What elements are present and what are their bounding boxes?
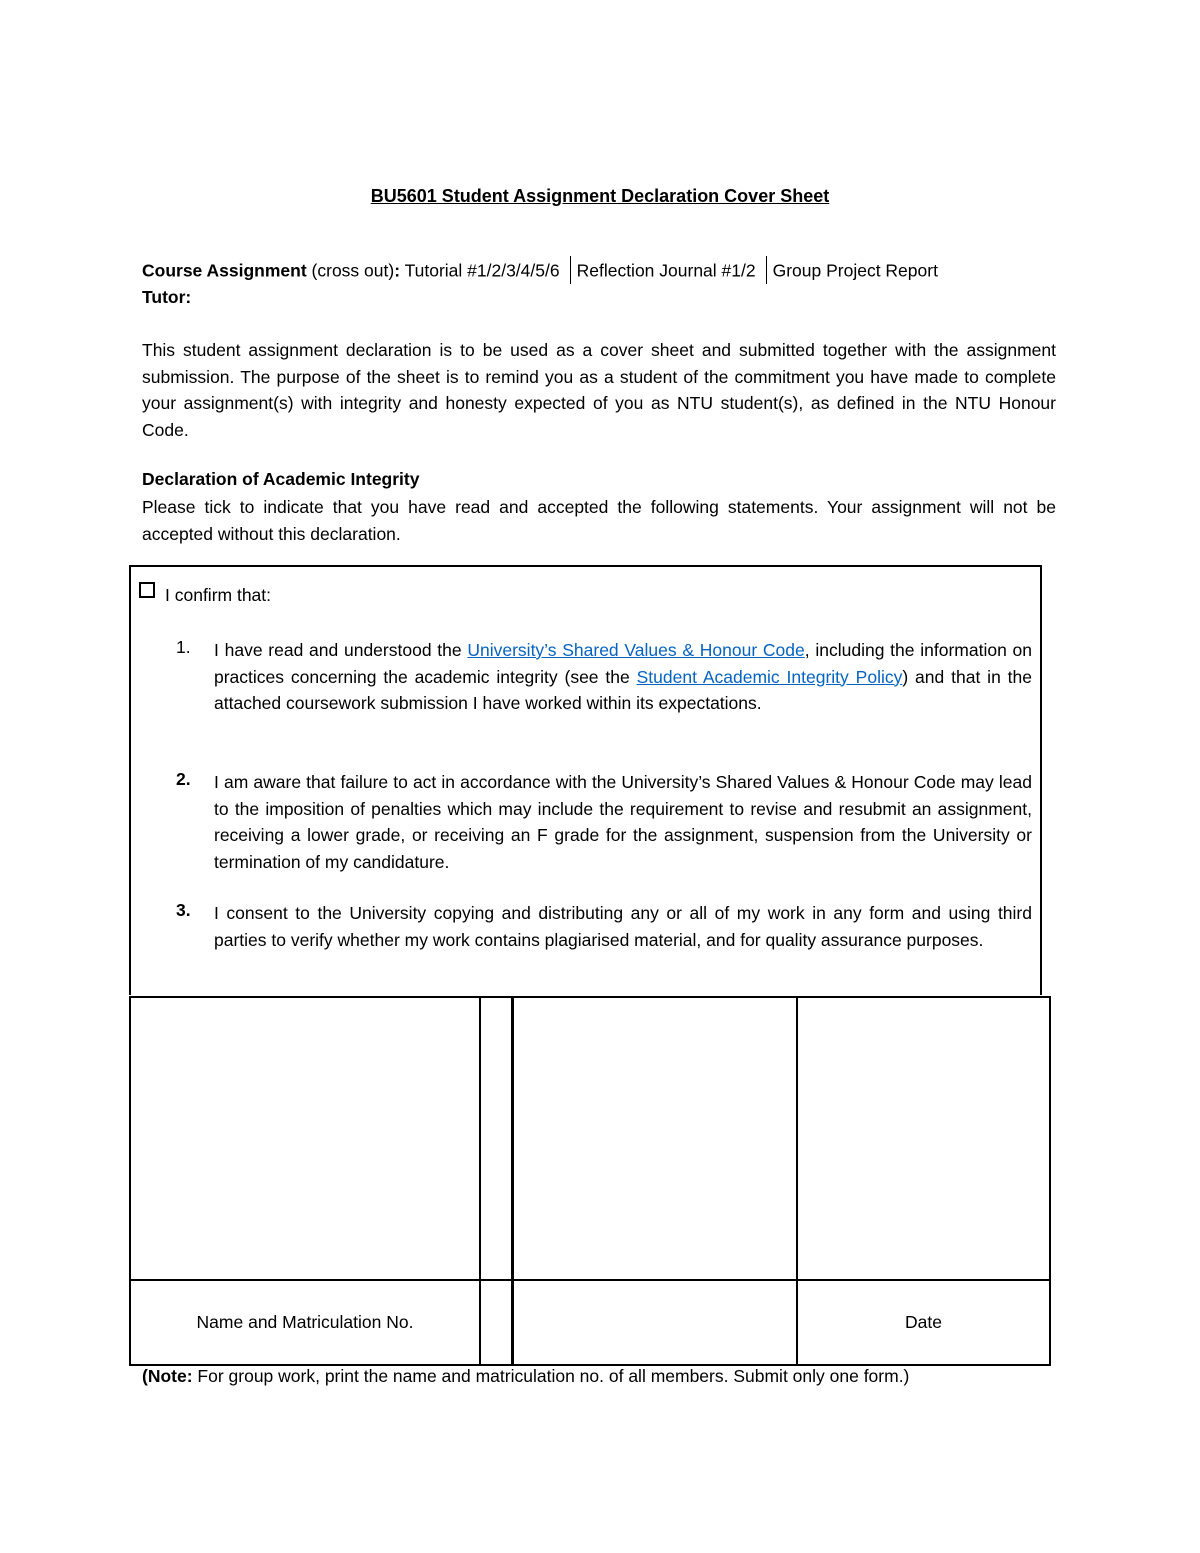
intro-paragraph: This student assignment declaration is to be used as a cover sheet and submitted together with the assignment submission. The purpose of the sheet is to remind you as a student of the commitment you have made to complete your assignment(s) with integrity and honesty expected of you as NTU student(s), as defined in the NTU Honour Code.	[142, 340, 1056, 440]
label-row	[130, 1280, 1050, 1365]
item-number: 3.	[176, 900, 191, 920]
name-matric-label: Name and Matriculation No.	[130, 1280, 480, 1365]
spacer-cell	[480, 997, 512, 1280]
course-assignment-colon: :	[394, 260, 401, 281]
honour-code-link[interactable]: University’s Shared Values & Honour Code	[467, 640, 805, 660]
note-text: For group work, print the name and matriculation no. of all members. Submit only one form.)	[192, 1366, 910, 1386]
date-signature-cell[interactable]	[797, 997, 1050, 1280]
group-work-note	[142, 1366, 909, 1387]
document-title: BU5601 Student Assignment Declaration Cover Sheet	[370, 186, 830, 206]
option-separator	[766, 256, 767, 284]
declaration-heading: Declaration of Academic Integrity	[142, 469, 420, 489]
item-number: 1.	[176, 637, 191, 657]
declaration-box	[129, 565, 1042, 995]
signature-cell[interactable]	[512, 997, 797, 1280]
note-label: (Note:	[142, 1366, 193, 1386]
option-separator	[570, 256, 571, 284]
date-label: Date	[797, 1280, 1050, 1365]
item-text	[214, 637, 1032, 717]
option-tutorial[interactable]: Tutorial #1/2/3/4/5/6	[404, 260, 560, 281]
option-reflection-journal[interactable]: Reflection Journal #1/2	[576, 260, 756, 281]
spacer-cell	[480, 1280, 512, 1365]
signature-row	[130, 997, 1050, 1280]
confirm-label: I confirm that:	[165, 585, 272, 605]
course-assignment-line	[142, 258, 938, 286]
item-text-part: ) and that in the attached coursework submission I have worked within its expectations.	[214, 666, 1033, 713]
item-number: 2.	[176, 769, 191, 789]
course-assignment-paren: (cross out)	[306, 260, 395, 281]
name-signature-cell[interactable]	[130, 997, 480, 1280]
declaration-instructions: Please tick to indicate that you have read and accepted the following statements. Your assignment will not be accepted without this declaration.	[142, 497, 1056, 544]
course-assignment-label: Course Assignment	[142, 260, 307, 281]
tutor-label: Tutor:	[142, 287, 192, 307]
integrity-policy-link[interactable]: Student Academic Integrity Policy	[636, 666, 903, 687]
item-text-part: I have read and understood the	[214, 640, 468, 660]
option-group-project-report[interactable]: Group Project Report	[772, 260, 938, 281]
empty-label-cell	[512, 1280, 797, 1365]
signature-table	[129, 996, 1051, 1366]
item-text: I consent to the University copying and distributing any or all of my work in any form and using third parties to verify whether my work contains plagiarised material, and for quality assurance purposes.	[214, 903, 1032, 950]
item-text-part: , including the information on practices concerning the academic integrity (see the	[214, 640, 1033, 687]
confirm-checkbox[interactable]	[139, 582, 155, 598]
item-text: I am aware that failure to act in accordance with the University’s Shared Values & Honour Code may lead to the imposition of penalties which may include the requirement to revise and resubmit an assignment, receiving a lower grade, or receiving an F grade for the assignment, suspension from the University or termination of my candidature.	[214, 772, 1032, 872]
